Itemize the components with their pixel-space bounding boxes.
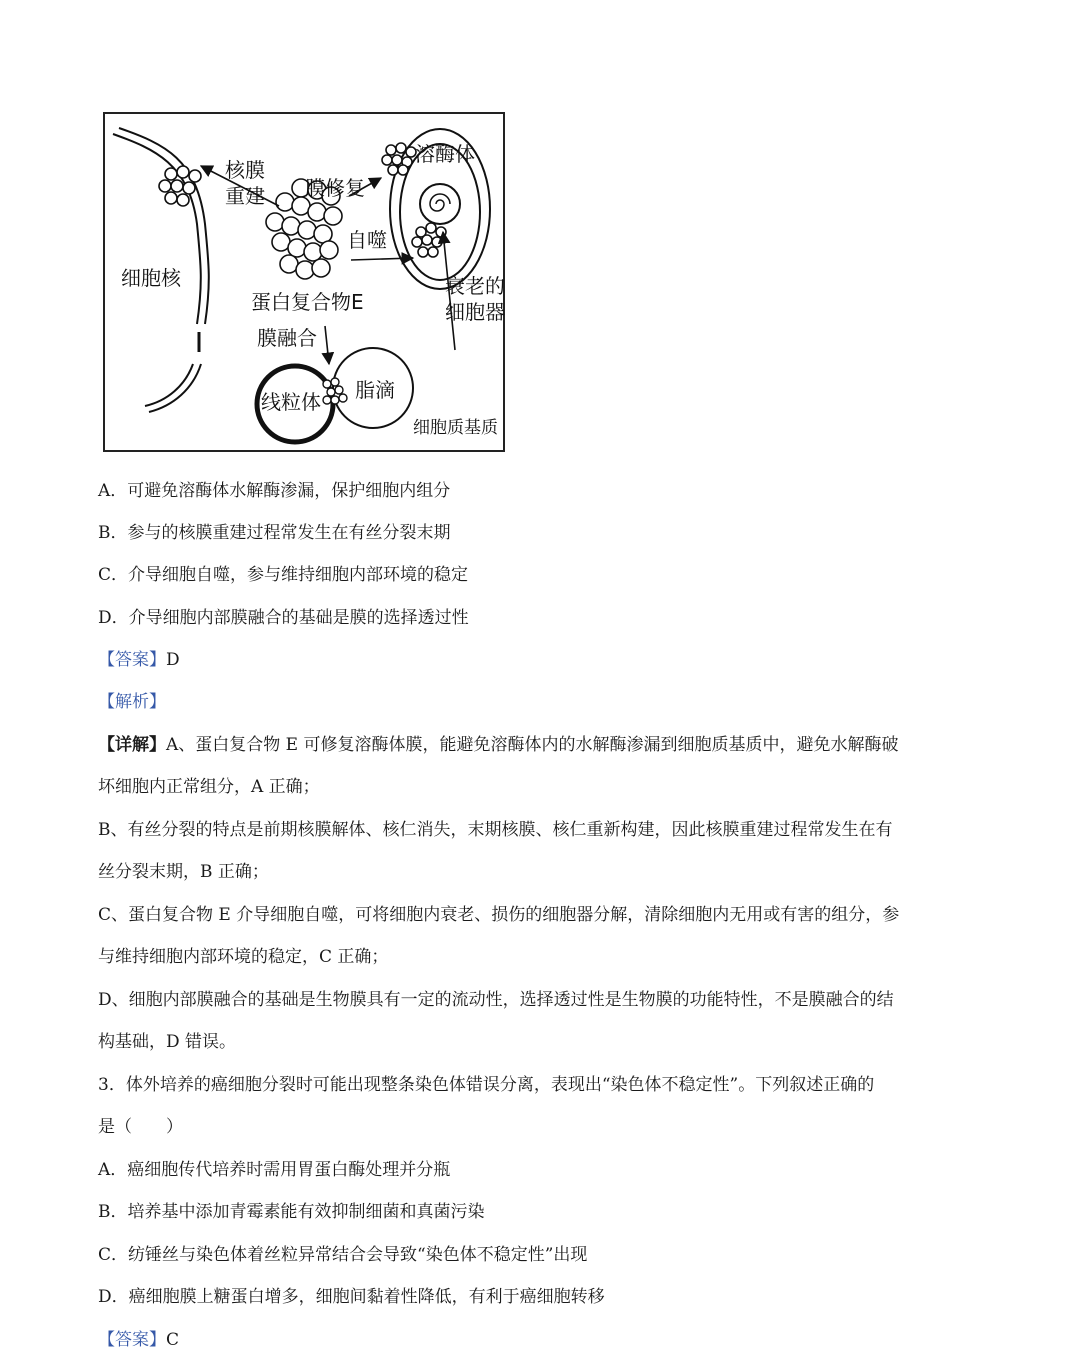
q2-option-a: A．可避免溶酶体水解酶渗漏，保护细胞内组分 — [98, 481, 451, 501]
detail-line-8: 构基础，D 错误。 — [98, 1032, 237, 1052]
q3-answer — [98, 1328, 179, 1352]
detail-line-3: B、有丝分裂的特点是前期核膜解体、核仁消失，末期核膜、核仁重新构建，因此核膜重建过程常发生在有 — [98, 820, 893, 840]
q3-stem-line-1: 3．体外培养的癌细胞分裂时可能出现整条染色体错误分离，表现出“染色体不稳定性”。下列叙述正确的 — [98, 1075, 875, 1095]
label-lipid-droplet: 脂滴 — [355, 378, 395, 402]
label-autophagy: 自噬 — [347, 228, 387, 252]
detail-line-5: C、蛋白复合物 E 介导细胞自噬，可将细胞内衰老、损伤的细胞器分解，清除细胞内无用或有害的组分，参 — [98, 905, 900, 925]
label-cytoplasm-matrix: 细胞质基质 — [413, 418, 498, 438]
detail-tag: 【详解】 — [98, 735, 166, 755]
answer-tag: 【答案】 — [98, 650, 166, 670]
label-nucleus: 细胞核 — [121, 266, 181, 290]
q3-option-b: B．培养基中添加青霉素能有效抑制细菌和真菌污染 — [98, 1202, 485, 1222]
cell-diagram-figure — [103, 112, 505, 452]
q2-option-b: B．参与的核膜重建过程常发生在有丝分裂末期 — [98, 523, 451, 543]
detail-line-2: 坏细胞内正常组分，A 正确； — [98, 777, 320, 797]
protein-cluster-autophagy — [412, 223, 446, 257]
q3-stem-line-2: 是（ ） — [98, 1117, 183, 1137]
label-aging-2: 细胞器 — [445, 300, 505, 324]
label-protein-complex-e: 蛋白复合物E — [251, 290, 364, 314]
label-aging-1: 衰老的 — [445, 274, 505, 298]
detail-line-7: D、细胞内部膜融合的基础是生物膜具有一定的流动性，选择透过性是生物膜的功能特性，不是膜融合的结 — [98, 990, 894, 1010]
q2-answer — [98, 648, 180, 672]
label-membrane-repair: 膜修复 — [305, 176, 365, 200]
detail-line-6: 与维持细胞内部环境的稳定，C 正确； — [98, 947, 389, 967]
protein-cluster-nucleus — [159, 166, 201, 206]
answer-value: D — [166, 650, 180, 670]
q2-option-c: C．介导细胞自噬，参与维持细胞内部环境的稳定 — [98, 565, 469, 585]
q3-option-d: D．癌细胞膜上糖蛋白增多，细胞间黏着性降低，有利于癌细胞转移 — [98, 1287, 605, 1307]
q3-option-c: C．纺锤丝与染色体着丝粒异常结合会导致“染色体不稳定性”出现 — [98, 1245, 588, 1265]
protein-cluster-lysosome — [382, 143, 416, 175]
detail-line-1 — [98, 733, 899, 757]
detail-line-4: 丝分裂末期，B 正确； — [98, 862, 269, 882]
analysis-heading — [98, 690, 166, 714]
label-membrane-fusion: 膜融合 — [257, 326, 317, 350]
answer-value: C — [166, 1330, 180, 1350]
q2-option-d: D．介导细胞内部膜融合的基础是膜的选择透过性 — [98, 608, 469, 628]
detail-text-1: A、蛋白复合物 E 可修复溶酶体膜，能避免溶酶体内的水解酶渗漏到细胞质基质中，避免水解酶破 — [166, 735, 899, 755]
label-nuclear-rebuild-2: 重建 — [225, 184, 265, 208]
analysis-tag: 【解析】 — [98, 692, 166, 712]
label-nuclear-rebuild-1: 核膜 — [225, 158, 265, 182]
label-lysosome: 溶酶体 — [415, 142, 475, 166]
label-mitochondrion: 线粒体 — [261, 390, 321, 414]
q3-option-a: A．癌细胞传代培养时需用胃蛋白酶处理并分瓶 — [98, 1160, 451, 1180]
answer-tag: 【答案】 — [98, 1330, 166, 1350]
